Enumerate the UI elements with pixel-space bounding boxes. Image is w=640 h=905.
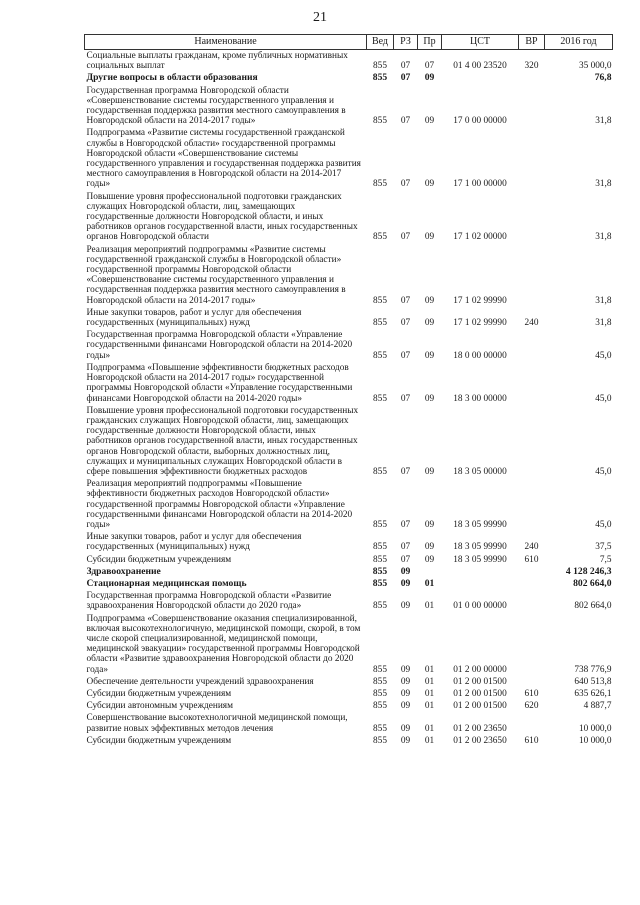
- table-row: [85, 578, 613, 590]
- cell-ved: 855: [373, 554, 387, 565]
- cell-cst: 01 2 00 00000: [453, 664, 507, 675]
- cell-rz: 09: [400, 565, 411, 577]
- cell-cst: 18 3 05 99990: [453, 554, 507, 565]
- cell-vr: [519, 566, 545, 578]
- cell-rz: 07: [400, 466, 411, 477]
- table-row: [85, 244, 613, 307]
- cell-name: Совершенствование высокотехнологичной медицинской помощи, развитие новых эффективных методов лечения: [86, 713, 348, 734]
- cell-pr: 09: [424, 466, 435, 477]
- cell-name: Государственная программа Новгородской области «Управление государственными финансами Новгородской области на 2014-2020 годы»: [86, 330, 353, 361]
- cell-name: Подпрограмма «Развитие системы государственной гражданской службы в Новгородской области» государственной программы Новгородской области «Совершенствование системы государственного управления и государственная поддержка развития местного самоуправления в Новгородской области на 2014-2017 годы»: [86, 128, 361, 190]
- table-row: [85, 613, 613, 676]
- cell-ved: 855: [373, 318, 387, 329]
- cell-pr: 07: [424, 61, 435, 72]
- cell-pr: 01: [424, 688, 435, 699]
- cell-ved: 855: [373, 466, 387, 477]
- cell-name: Социальные выплаты гражданам, кроме публичных нормативных социальных выплат: [86, 51, 348, 72]
- header-sum: 2016 год: [545, 35, 613, 50]
- cell-sum: 738 776,9: [574, 664, 612, 675]
- cell-vr: 610: [524, 554, 539, 565]
- cell-name: Иные закупки товаров, работ и услуг для обеспечения государственных (муниципальных) нужд: [86, 307, 302, 329]
- cell-cst: [442, 566, 519, 578]
- table-row: [85, 329, 613, 362]
- cell-ved: 855: [373, 735, 387, 746]
- cell-sum: 31,8: [595, 116, 612, 127]
- cell-name: Подпрограмма «Совершенствование оказания специализированной, включая высокотехнологичную, медицинской помощи, скорой, в том числе скорой специализированной, медицинской помощи, медицинской эвакуации» государственной программы Новгородской области «Развитие здравоохранения Новгородской области до 2020 года»: [86, 613, 361, 675]
- cell-sum: 31,8: [595, 232, 612, 243]
- table-row: [85, 676, 613, 688]
- cell-pr: 09: [424, 72, 435, 84]
- cell-pr: 09: [424, 519, 435, 530]
- table-row: [85, 362, 613, 405]
- cell-ved: 855: [373, 601, 387, 612]
- cell-pr: 09: [424, 554, 435, 565]
- cell-ved: 855: [373, 701, 387, 712]
- cell-cst: 18 3 05 99990: [453, 519, 507, 530]
- cell-sum: 45,0: [595, 350, 612, 361]
- cell-vr: 610: [524, 735, 539, 746]
- header-rz: РЗ: [394, 35, 418, 50]
- cell-rz: 09: [400, 688, 411, 699]
- cell-sum: 10 000,0: [578, 723, 612, 734]
- cell-ved: 855: [373, 664, 387, 675]
- cell-name: Подпрограмма «Повышение эффективности бюджетных расходов Новгородской области на 2014-2017 годы» государственной программы Новгородской области «Управление государственными финансами Новгородской области на 2014-2020 годы»: [86, 362, 353, 404]
- cell-pr: 01: [424, 664, 435, 675]
- cell-vr: 620: [524, 701, 539, 712]
- cell-ved: 855: [373, 61, 387, 72]
- cell-vr: 240: [524, 318, 539, 329]
- cell-cst: [442, 578, 519, 590]
- cell-pr: 09: [424, 295, 435, 306]
- cell-cst: 17 1 02 99990: [453, 318, 507, 329]
- table-row: [85, 554, 613, 566]
- budget-table: [84, 34, 613, 747]
- cell-pr: 01: [424, 723, 435, 734]
- cell-rz: 07: [400, 542, 411, 553]
- cell-cst: [442, 72, 519, 84]
- cell-rz: 09: [400, 601, 411, 612]
- cell-cst: 17 1 02 99990: [453, 295, 507, 306]
- cell-cst: 18 0 00 00000: [453, 350, 507, 361]
- header-ved: Вед: [367, 35, 394, 50]
- cell-sum: 45,0: [595, 466, 612, 477]
- cell-sum: 640 513,8: [574, 676, 612, 687]
- cell-name: Обеспечение деятельности учреждений здравоохранения: [86, 676, 314, 687]
- table-row: [85, 72, 613, 84]
- cell-cst: 17 1 02 00000: [453, 232, 507, 243]
- cell-sum: 7,5: [599, 554, 612, 565]
- cell-sum: 31,8: [595, 318, 612, 329]
- cell-cst: 01 0 00 00000: [453, 601, 507, 612]
- cell-pr: 01: [424, 601, 435, 612]
- cell-sum: 31,8: [595, 295, 612, 306]
- cell-ved: 855: [373, 393, 387, 404]
- cell-ved: 855: [373, 688, 387, 699]
- cell-rz: 07: [400, 295, 411, 306]
- cell-cst: 18 3 05 99990: [453, 542, 507, 553]
- cell-cst: 17 0 00 00000: [453, 116, 507, 127]
- cell-rz: 07: [400, 393, 411, 404]
- cell-vr: [519, 590, 545, 612]
- cell-ved: 855: [373, 519, 387, 530]
- cell-vr: [519, 362, 545, 405]
- cell-name: Субсидии бюджетным учреждениям: [86, 688, 232, 699]
- cell-ved: 855: [372, 565, 388, 577]
- cell-pr: 01: [424, 701, 435, 712]
- header-name: Наименование: [85, 35, 367, 50]
- cell-ved: 855: [373, 350, 387, 361]
- cell-pr: 09: [424, 542, 435, 553]
- table-row: [85, 50, 613, 73]
- cell-sum: 31,8: [595, 179, 612, 190]
- cell-sum: 635 626,1: [574, 688, 612, 699]
- cell-cst: 18 3 05 00000: [453, 466, 507, 477]
- cell-name: Другие вопросы в области образования: [86, 72, 258, 84]
- page-number: 21: [313, 10, 327, 25]
- table-row: [85, 307, 613, 329]
- cell-sum: 37,5: [595, 542, 612, 553]
- cell-pr: 09: [424, 318, 435, 329]
- cell-ved: 855: [373, 232, 387, 243]
- cell-sum: 4 887,7: [583, 701, 612, 712]
- cell-vr: [519, 85, 545, 128]
- table-row: [85, 531, 613, 553]
- cell-rz: 07: [400, 116, 411, 127]
- cell-ved: 855: [373, 676, 387, 687]
- table-row: [85, 700, 613, 712]
- cell-pr: [418, 566, 442, 578]
- cell-pr: 09: [424, 393, 435, 404]
- table-header: [85, 35, 613, 50]
- cell-pr: 09: [424, 350, 435, 361]
- cell-rz: 07: [400, 554, 411, 565]
- cell-ved: 855: [373, 179, 387, 190]
- cell-sum: 802 664,0: [574, 601, 612, 612]
- table-row: [85, 735, 613, 747]
- cell-sum: 10 000,0: [578, 735, 612, 746]
- cell-pr: 09: [424, 116, 435, 127]
- cell-vr: [519, 712, 545, 734]
- cell-name: Реализация мероприятий подпрограммы «Повышение эффективности бюджетных расходов Новгородской области» государственной программы Новгородской области «Управление государственными финансами Новгородской области на 2014-2020 годы»: [86, 479, 353, 530]
- cell-name: Повышение уровня профессиональной подготовки государственных гражданских служащих Новгородской области, лиц, замещающих государственные должности Новгородской области, иных работников органов государственной власти, иных государственных органов Новгородской области, выборных должностных лиц, служащих и муниципальных служащих Новгородской области в сфере повышения эффективности бюджетных расходов: [86, 405, 359, 477]
- cell-cst: 18 3 00 00000: [453, 393, 507, 404]
- table-row: [85, 191, 613, 244]
- cell-vr: [519, 405, 545, 478]
- cell-rz: 09: [400, 735, 411, 746]
- cell-vr: [519, 613, 545, 676]
- cell-ved: 855: [373, 116, 387, 127]
- cell-name: Иные закупки товаров, работ и услуг для обеспечения государственных (муниципальных) нужд: [86, 532, 302, 553]
- cell-name: Государственная программа Новгородской области «Совершенствование системы государственного управления и государственная поддержка развития местного самоуправления в Новгородской области на 2014-2017 годы»: [86, 85, 346, 127]
- cell-rz: 07: [400, 519, 411, 530]
- cell-pr: 01: [424, 676, 435, 687]
- cell-rz: 07: [400, 61, 411, 72]
- cell-pr: 01: [424, 577, 435, 589]
- cell-vr: [519, 578, 545, 590]
- cell-rz: 07: [400, 318, 411, 329]
- cell-sum: 35 000,0: [578, 61, 612, 72]
- cell-rz: 09: [400, 723, 411, 734]
- cell-rz: 09: [400, 577, 411, 589]
- table-row: [85, 712, 613, 734]
- table-row: [85, 478, 613, 531]
- cell-name: Государственная программа Новгородской области «Развитие здравоохранения Новгородской области до 2020 года»: [86, 591, 332, 612]
- cell-vr: [519, 191, 545, 244]
- cell-rz: 09: [400, 664, 411, 675]
- cell-cst: 01 2 00 01500: [453, 701, 507, 712]
- cell-ved: 855: [373, 723, 387, 734]
- cell-name: Здравоохранение: [86, 565, 161, 577]
- cell-name: Субсидии автономным учреждениям: [86, 701, 233, 712]
- cell-vr: 240: [524, 542, 539, 553]
- cell-rz: 07: [400, 179, 411, 190]
- cell-vr: [519, 72, 545, 84]
- cell-cst: 01 2 00 01500: [453, 688, 507, 699]
- cell-pr: 09: [424, 179, 435, 190]
- cell-rz: 09: [400, 676, 411, 687]
- cell-vr: [519, 127, 545, 190]
- cell-sum: 45,0: [595, 519, 612, 530]
- cell-name: Субсидии бюджетным учреждениям: [86, 554, 232, 565]
- header-cst: ЦСТ: [442, 35, 519, 50]
- cell-cst: 01 2 00 23650: [453, 723, 507, 734]
- cell-cst: 01 4 00 23520: [453, 61, 507, 72]
- header-pr: Пр: [418, 35, 442, 50]
- cell-pr: 01: [424, 735, 435, 746]
- cell-vr: 610: [524, 688, 539, 699]
- cell-vr: 320: [524, 61, 539, 72]
- cell-vr: [519, 329, 545, 362]
- cell-name: Субсидии бюджетным учреждениям: [86, 735, 232, 746]
- cell-vr: [519, 676, 545, 688]
- cell-cst: 17 1 00 00000: [453, 179, 507, 190]
- cell-vr: [519, 244, 545, 307]
- cell-sum: 4 128 246,3: [565, 565, 612, 577]
- cell-ved: 855: [372, 72, 388, 84]
- table-row: [85, 85, 613, 128]
- table-row: [85, 405, 613, 478]
- cell-sum: 45,0: [595, 393, 612, 404]
- cell-cst: 01 2 00 23650: [453, 735, 507, 746]
- table-row: [85, 566, 613, 578]
- table-body: [85, 50, 613, 748]
- cell-vr: [519, 478, 545, 531]
- cell-rz: 07: [400, 350, 411, 361]
- cell-sum: 802 664,0: [573, 577, 612, 589]
- cell-name: Повышение уровня профессиональной подготовки гражданских служащих Новгородской области, лиц, замещающих государственные должности Новгородской области, и иных работников органов государственной власти, иных государственных органов Новгородской области: [86, 191, 358, 243]
- cell-ved: 855: [373, 542, 387, 553]
- cell-name: Стационарная медицинская помощь: [86, 577, 247, 589]
- cell-name: Реализация мероприятий подпрограммы «Развитие системы государственной гражданской службы в Новгородской области» государственной программы Новгородской области «Совершенствование системы государственного управления и государственная поддержка развития местного самоуправления в Новгородской области на 2014-2017 годы»: [86, 244, 346, 306]
- table-row: [85, 590, 613, 612]
- cell-rz: 07: [400, 232, 411, 243]
- table-row: [85, 127, 613, 190]
- cell-ved: 855: [373, 295, 387, 306]
- cell-rz: 07: [400, 72, 411, 84]
- cell-ved: 855: [372, 577, 388, 589]
- cell-cst: 01 2 00 01500: [453, 676, 507, 687]
- table-row: [85, 688, 613, 700]
- cell-sum: 76,8: [594, 72, 612, 84]
- cell-rz: 09: [400, 701, 411, 712]
- header-vr: ВР: [519, 35, 545, 50]
- cell-pr: 09: [424, 232, 435, 243]
